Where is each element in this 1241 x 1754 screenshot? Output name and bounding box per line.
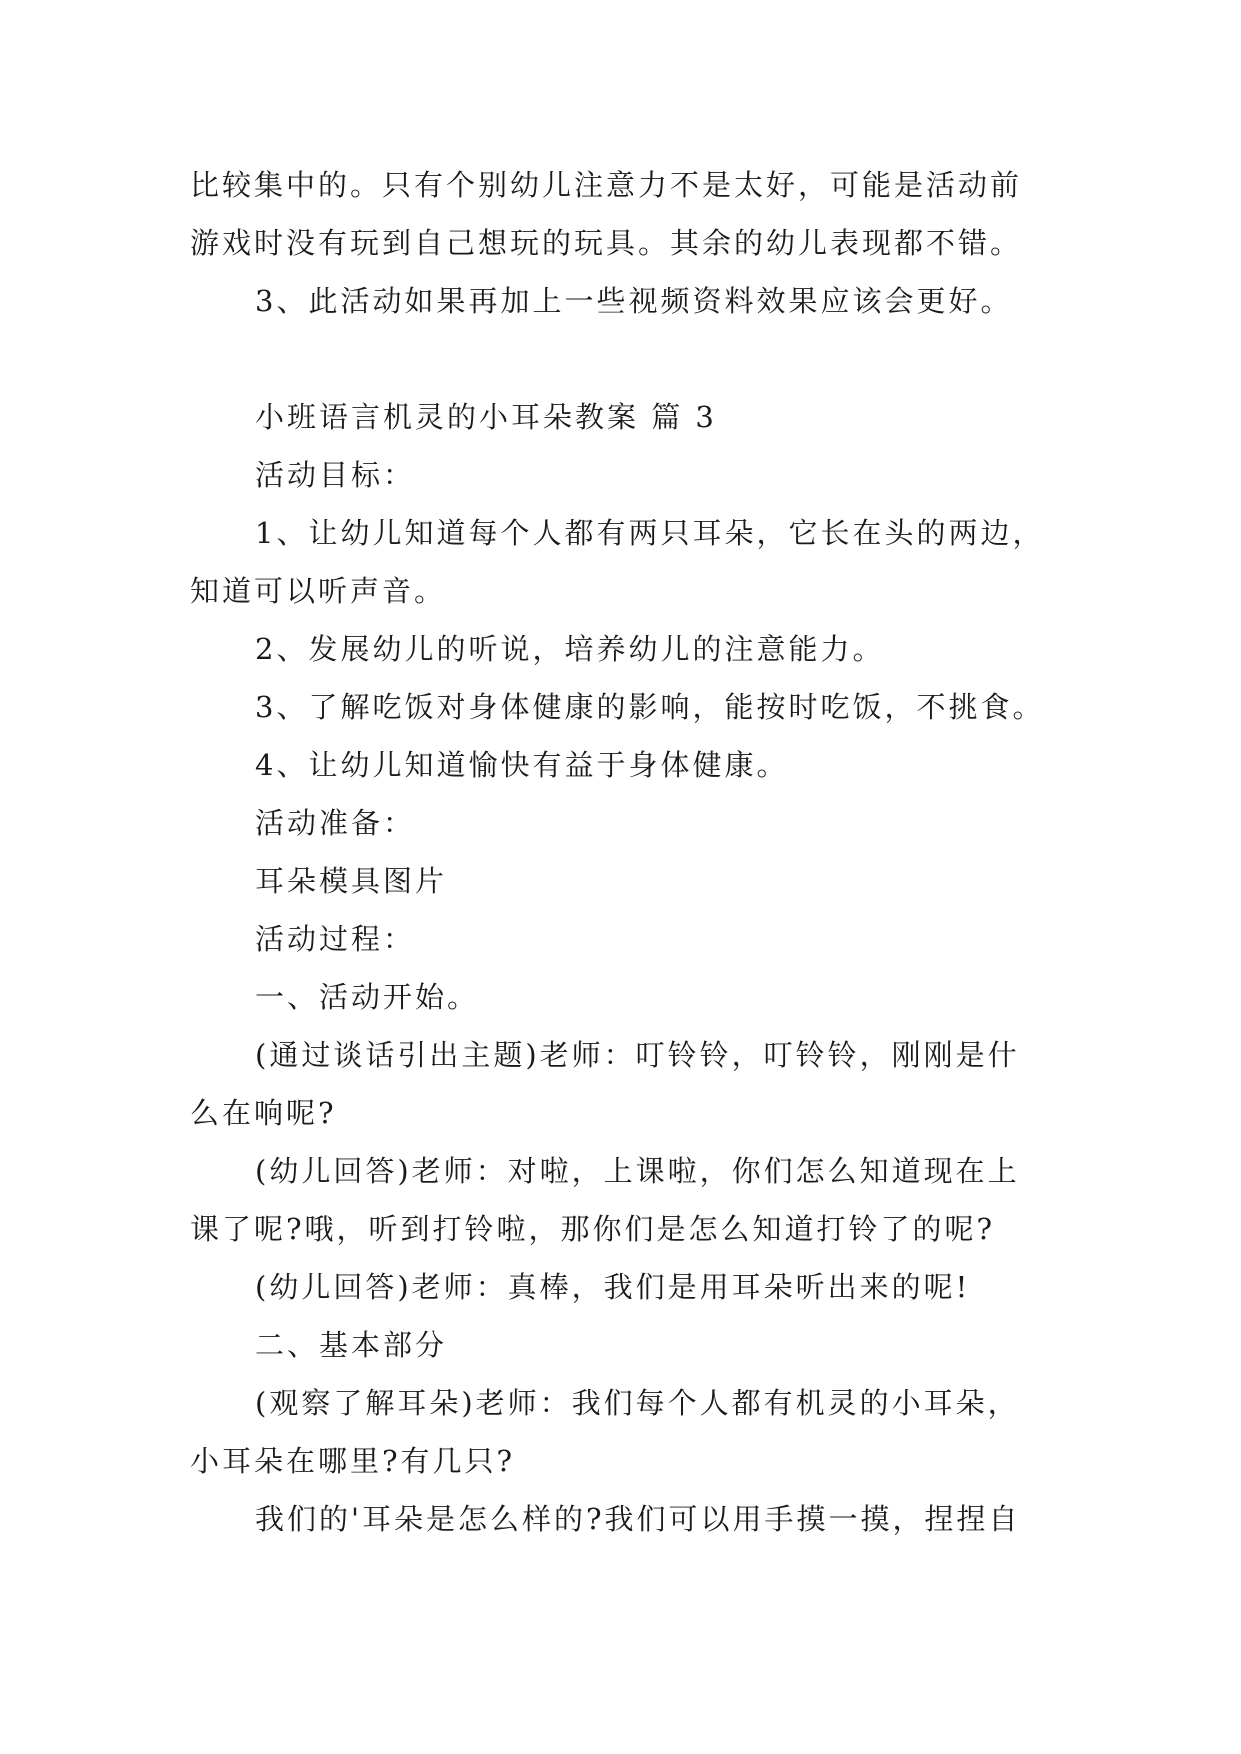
paragraph-line: (幼儿回答)老师：真棒，我们是用耳朵听出来的呢! <box>255 1270 971 1304</box>
paragraph-line: 二、基本部分 <box>255 1328 448 1362</box>
paragraph-line: (观察了解耳朵)老师：我们每个人都有机灵的小耳朵， <box>255 1386 1020 1420</box>
paragraph-line: 么在响呢? <box>190 1096 337 1130</box>
paragraph-line: 比较集中的。只有个别幼儿注意力不是太好，可能是活动前 <box>190 168 1023 202</box>
paragraph-line: 活动目标： <box>255 458 416 492</box>
paragraph-line: 一、活动开始。 <box>255 980 480 1014</box>
paragraph-line: 我们的'耳朵是怎么样的?我们可以用手摸一摸，捏捏自 <box>255 1502 1021 1536</box>
paragraph-line: (幼儿回答)老师：对啦，上课啦，你们怎么知道现在上 <box>255 1154 1020 1188</box>
paragraph-line: 4、让幼儿知道愉快有益于身体健康。 <box>255 748 789 782</box>
paragraph-line: 小耳朵在哪里?有几只? <box>190 1444 516 1478</box>
paragraph-line: 活动过程： <box>255 922 416 956</box>
paragraph-line: 1、让幼儿知道每个人都有两只耳朵，它长在头的两边， <box>255 516 1045 550</box>
paragraph-line: (通过谈话引出主题)老师：叮铃铃，叮铃铃，刚刚是什 <box>255 1038 1020 1072</box>
paragraph-line: 耳朵模具图片 <box>255 864 448 898</box>
paragraph-line: 知道可以听声音。 <box>190 574 447 608</box>
paragraph-line: 游戏时没有玩到自己想玩的玩具。其余的幼儿表现都不错。 <box>190 226 1023 260</box>
paragraph-line: 2、发展幼儿的听说，培养幼儿的注意能力。 <box>255 632 885 666</box>
paragraph-line: 3、了解吃饭对身体健康的影响，能按时吃饭，不挑食。 <box>255 690 1045 724</box>
paragraph-line: 课了呢?哦，听到打铃啦，那你们是怎么知道打铃了的呢? <box>190 1212 996 1246</box>
section-heading: 小班语言机灵的小耳朵教案 篇 3 <box>255 400 717 434</box>
paragraph-line: 3、此活动如果再加上一些视频资料效果应该会更好。 <box>255 284 1013 318</box>
paragraph-line: 活动准备： <box>255 806 416 840</box>
